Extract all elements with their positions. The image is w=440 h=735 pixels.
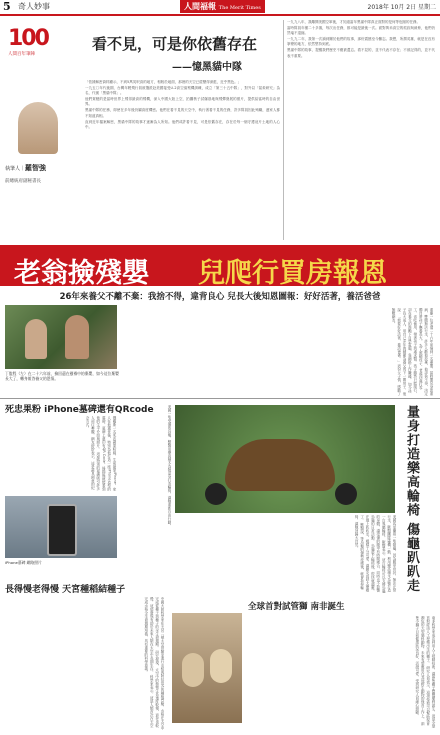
turtle-caption: 美國一隻受傷的烏龜，獸醫用樂高積木為牠量身打造輪椅，讓牠重新自由行動。 [168, 405, 172, 528]
turtle-body: 美國馬里蘭州一隻箱龜，因為腹甲骨折，無法正常行走，獸醫團隊靈機一動，利用樂高積木為牠打造一台專屬輪椅。 獸醫表示，這台輪椅可以支撐烏龜的身體，讓受傷的腹甲有時間癒合，同時也不影響烏龜的日常活動。 烏龜裝上輪椅後，很快就適應，在地上趴趴走，模樣十分可愛，讓網友直呼太療癒了。 獸醫說，等烏龜的傷勢痊癒後，就會拆掉輪椅，讓牠回歸大自然。 [355, 515, 397, 594]
story-paragraph: 為了照顧孩子，老翁四處打零工，省吃儉用，帶著孩子到處求醫。孩子雖然只能爬行，卻在養父的鼓勵下自學電腦，靠網路工作賺錢。 [408, 308, 424, 396]
column-divider [283, 20, 284, 240]
section-divider [0, 398, 440, 399]
qrcode-headline: 死忠果粉 iPhone墓碑還有QRcode [5, 405, 154, 415]
rice-body: 中國大陸科學家在天宮二號太空實驗室進行水稻與阿拉伯芥的種植實驗，水稻在太空中完成從種子到種子的全生命週期。 研究發現，太空中的植物生長速度較慢，衰老也較慢，這項發現有助於未來人類在太空中長期生存。 科學家表示，這是人類首次在太空完成水稻全生命週期培養，具有重要的科學意義。 [144, 597, 165, 730]
turtle-photo [175, 405, 395, 513]
banner-headline-part1: 老翁撿殘嬰 [14, 258, 149, 289]
column-paragraph: 當時隊員年僅二十多歲，每次出任務，都可能是最後一次。面對萬米高空的孤寂與威脅，他們仍然毫不退縮。 [287, 26, 435, 36]
section-name: 奇人妙事 [18, 2, 50, 11]
lion-cub [210, 649, 232, 683]
badge-number: 100 [8, 26, 48, 51]
person-figure [65, 315, 89, 359]
tombstone-caption: iPhone墓碑 網路照片 [5, 560, 42, 565]
newspaper-logo: 人間福報 The Merit Times [180, 0, 265, 13]
author-avatar [18, 102, 58, 154]
author-name: 羅智強 [25, 164, 47, 172]
author-role: 前總統府副秘書長 [5, 179, 41, 184]
badge-caption: 人間百年筆陣 [8, 52, 35, 57]
column-paragraph: 直到近年檔案解密，黑貓中隊的故事才逐漸為人所知。他們或許看不見，可是依舊存在，存在於每一個守護這片土地的人心中。 [85, 119, 280, 129]
column-paragraph: 「依據解密資料顯示，不到5萬英呎高的地方，相較於地面，那裡的天空已經變得深藍，近乎黑色。」 [85, 80, 242, 84]
tombstone-photo [5, 496, 117, 558]
column-body-right [287, 20, 435, 240]
column-subtitle: ——憶黑貓中隊 [172, 62, 242, 73]
column-paragraph: 黑貓中隊的故事，提醒我們歷史不應被遺忘。看不見的，並不代表不存在；不被記得的，並不代表不重要。 [287, 48, 435, 58]
main-story-body [122, 308, 434, 396]
rice-headline: 長得慢老得慢 天宮種稻結種子 [5, 585, 126, 595]
page-header [0, 0, 440, 16]
column-paragraph: 一九九二年，我第一次讀到關於他們的故事，那份震撼至今難忘。我想，所謂英雄，就是在沒有掌聲的地方，依然堅持到底。 [287, 37, 435, 47]
lion-cub [182, 653, 204, 687]
issue-date: 2018年 10月 2日 星期二 [367, 4, 436, 11]
lion-photo [172, 613, 242, 723]
wheel [335, 483, 357, 505]
column-badge [8, 26, 68, 72]
column-paragraph: 黑貓中隊的任務，即使在多年後仍屬高度機密。他們在看不見的天空中，執行著看不見的任務，許多隊員因此殉職，連家人都不知道真相。 [85, 108, 280, 118]
iphone-tombstone [47, 504, 77, 556]
person-figure [25, 319, 47, 359]
column-paragraph: 一九九八年，我離開美國空軍後，才知道當年黑貓中隊真正面對的是何等危險的任務。 [287, 20, 420, 24]
column-paragraph: 他們駕駛的是當時世界上飛得最高的飛機，深入中國大陸上空，拍攝核子試爆基地與飛彈發展的照片，提供給當時的自由世界。 [85, 97, 280, 107]
wheel [205, 483, 227, 505]
turtle-headline: 量身打造樂高輪椅 傷龜趴趴走 [404, 405, 419, 593]
turtle-shell [225, 439, 335, 491]
column-body [85, 80, 280, 238]
story-photo [5, 305, 117, 369]
story-photo-caption: 丁俊程（左）在二十六年前，撿回還在襁褓中的棄嬰，如今這位棄嬰長大了，轉身報答養父的恩情。 [5, 371, 119, 381]
column-title: 看不見，可是你依舊存在 [92, 35, 258, 53]
author-line: 執筆人｜羅智強 [5, 164, 47, 172]
banner-subhead: 26年來養父不離不棄：我捨不得，違背良心 兒長大後知恩圖報：好好活著，養活爸爸 [59, 292, 381, 302]
page-number: 5 [3, 0, 11, 13]
lion-body: 南非科學家成功利用人工授精技術，讓兩隻獅子寶寶順利誕生，這是全球首對經由人工授精出生的獅子。 研究人員表示，這項技術可以幫助保育瀕危的大型貓科動物，未來有望應用在其他野生動物的保育工作上。 兩隻小獅子目前健康狀況良好，活潑可愛，受到研究人員細心照顧。 [415, 616, 436, 728]
lion-headline: 全球首對試管獅 南非誕生 [248, 602, 345, 612]
story-paragraph: 如今孩子長大成人，用自己多年的積蓄為養父買下一間房子，他說：「我要好好活著，養活爸爸。」這份父子情，感動了無數網友。 [392, 308, 413, 396]
banner-headline-part2: 兒爬行買房報恩 [198, 258, 387, 289]
column-paragraph: 一九五〇年代後期，台灣年輕飛行員被選派赴美國接受U-2高空偵察機訓練，成立「第三十五中隊」，對外以「氣象研究」為名，代號「黑貓中隊」。 [85, 86, 280, 96]
qrcode-body: 俄羅斯一名死忠蘋果粉絲，生前最愛iPhone，家人在他過世後，特別為他打造一座iPhone造型的墓碑，墓碑上還印有QR Code，掃描後就能看到他的生平介紹與照片。 這座特別的墓碑吸引許多人前往參觀，網友紛紛表示，這是最具創意的紀念方式。 [85, 416, 117, 491]
story-paragraph: 重慶一位老翁二十六年前撿到一名棄嬰，當時嬰兒身患重病，雙腿無法行走，許多人勸他放棄，他卻捨不得，決定獨自將孩子撫養長大。 [419, 308, 434, 396]
